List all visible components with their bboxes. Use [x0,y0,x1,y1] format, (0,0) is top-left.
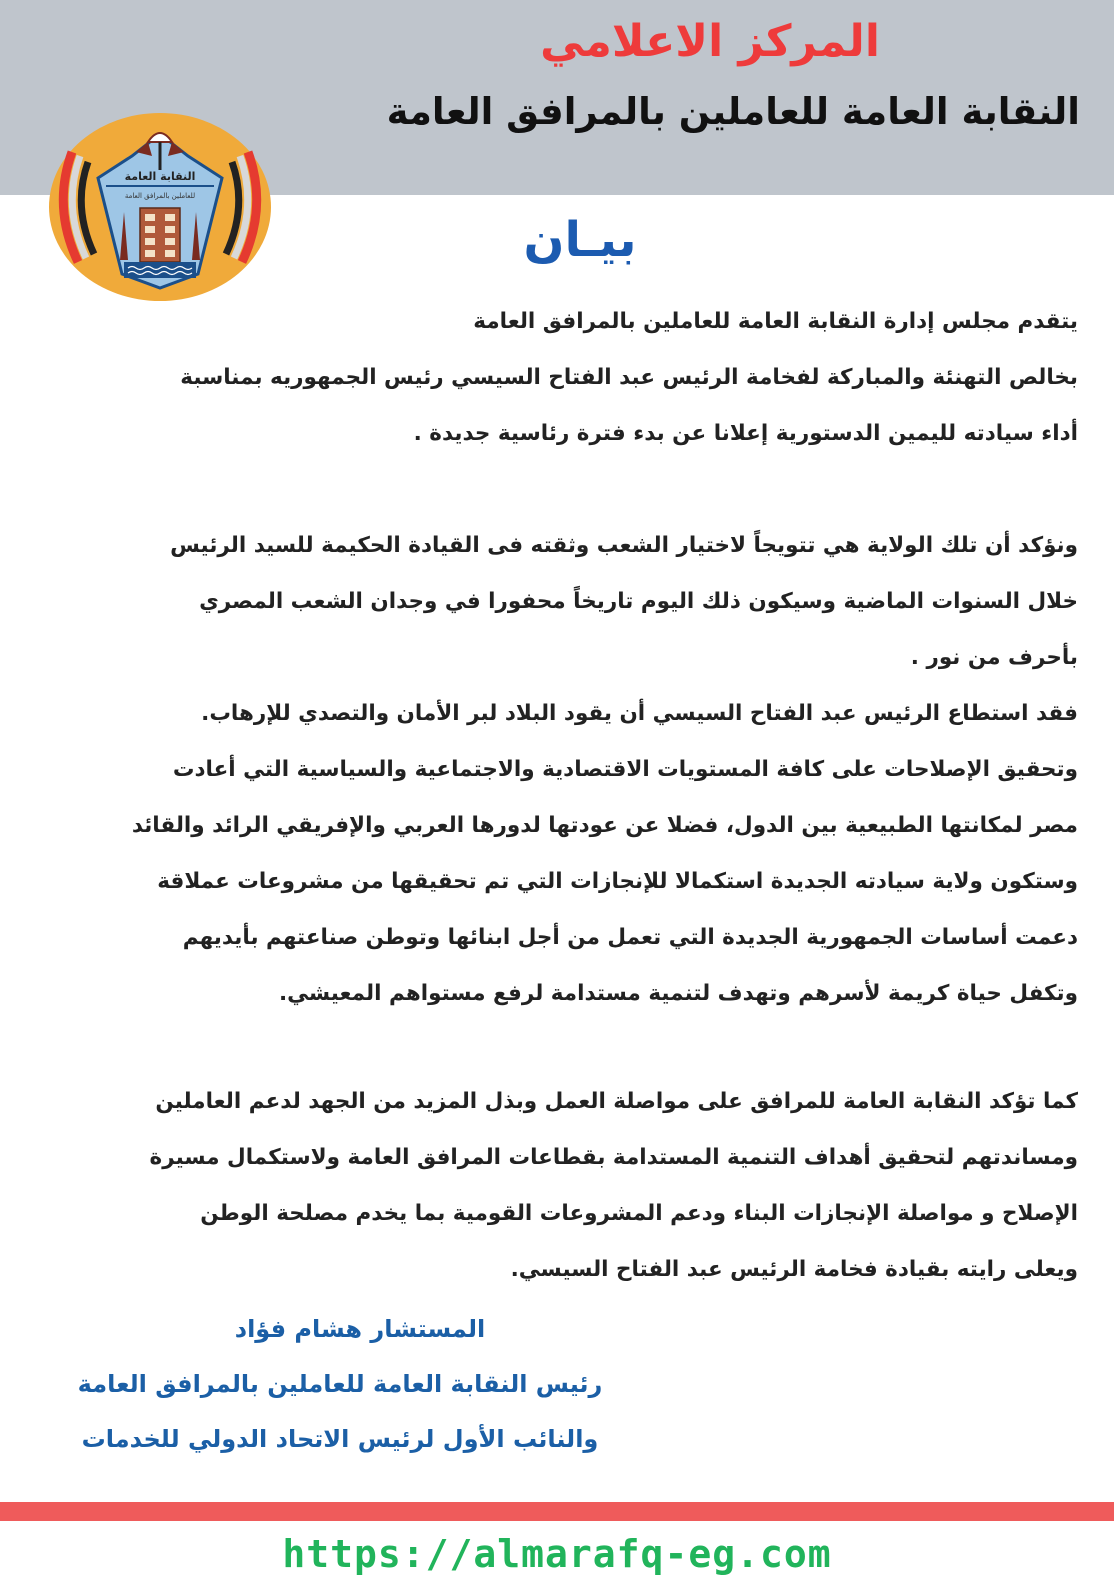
text-line: فقد استطاع الرئيس عبد الفتاح السيسي أن يقود البلاد لبر الأمان والتصدي للإرهاب. [201,701,1078,726]
text-line: أداء سيادته لليمين الدستورية إعلانا عن بدء فترة رئاسية جديدة . [413,421,1078,446]
text-line: ومساندتهم لتحقيق أهداف التنمية المستدامة بقطاعات المرافق العامة ولاستكمال مسيرة [149,1145,1078,1170]
logo-label-top: النقابة العامة [124,170,196,183]
media-center-heading: المركز الاعلامي [540,16,880,67]
footer-divider [0,1502,1114,1521]
text-line: خلال السنوات الماضية وسيكون ذلك اليوم تاريخاً محفورا في وجدان الشعب المصري [199,589,1078,614]
text-line: بخالص التهنئة والمباركة لفخامة الرئيس عبد الفتاح السيسي رئيس الجمهوريه بمناسبة [180,365,1078,390]
text-line: يتقدم مجلس إدارة النقابة العامة للعاملين بالمرافق العامة [473,309,1078,334]
text-line: مصر لمكانتها الطبيعية بين الدول، فضلا عن عودتها لدورها العربي والإفريقي الرائد والقائد [131,813,1078,838]
union-logo [48,112,272,302]
paragraph-commitment [78,1074,1078,1298]
text-line: وستكون ولاية سيادته الجديدة استكمالا للإنجازات التي تم تحقيقها من مشروعات عملاقة [157,869,1078,894]
signature-block-name [80,1302,640,1357]
union-name-heading: النقابة العامة للعاملين بالمرافق العامة [386,90,1080,133]
signatory-title-line-1: رئيس النقابة العامة للعاملين بالمرافق العامة [77,1370,603,1398]
text-line: كما تؤكد النقابة العامة للمرافق على مواصلة العمل وبذل المزيد من الجهد لدعم العاملين [155,1089,1078,1114]
statement-title: بيـان [523,212,637,268]
text-line: بأحرف من نور . [910,645,1078,670]
website-link[interactable]: https://almarafq-eg.com [282,1532,832,1576]
text-line: وتحقيق الإصلاحات على كافة المستويات الاقتصادية والاجتماعية والسياسية التي أعادت [172,757,1078,782]
signatory-title-line-2: والنائب الأول لرئيس الاتحاد الدولي للخدمات [81,1425,599,1453]
text-line: الإصلاح و مواصلة الإنجازات البناء ودعم المشروعات القومية بما يخدم مصلحة الوطن [200,1201,1078,1226]
logo-label-bottom: للعاملين بالمرافق العامة [124,192,196,200]
text-line: دعمت أساسات الجمهورية الجديدة التي تعمل من أجل ابنائها وتوطن صناعتهم بأيديهم [182,925,1078,950]
paragraph-greeting [78,294,1078,462]
text-line: وتكفل حياة كريمة لأسرهم وتهدف لتنمية مستدامة لرفع مستواهم المعيشي. [278,981,1078,1006]
union-emblem-icon [48,112,272,302]
text-line: ونؤكد أن تلك الولاية هي تتويجاً لاختيار الشعب وثقته فى القيادة الحكيمة للسيد الرئيس [170,533,1078,558]
text-line: ويعلى رايته بقيادة فخامة الرئيس عبد الفتاح السيسي. [510,1257,1078,1282]
paragraph-affirmation [78,518,1078,1022]
signatory-name: المستشار هشام فؤاد [234,1315,486,1343]
signature-block-title [0,1357,680,1467]
